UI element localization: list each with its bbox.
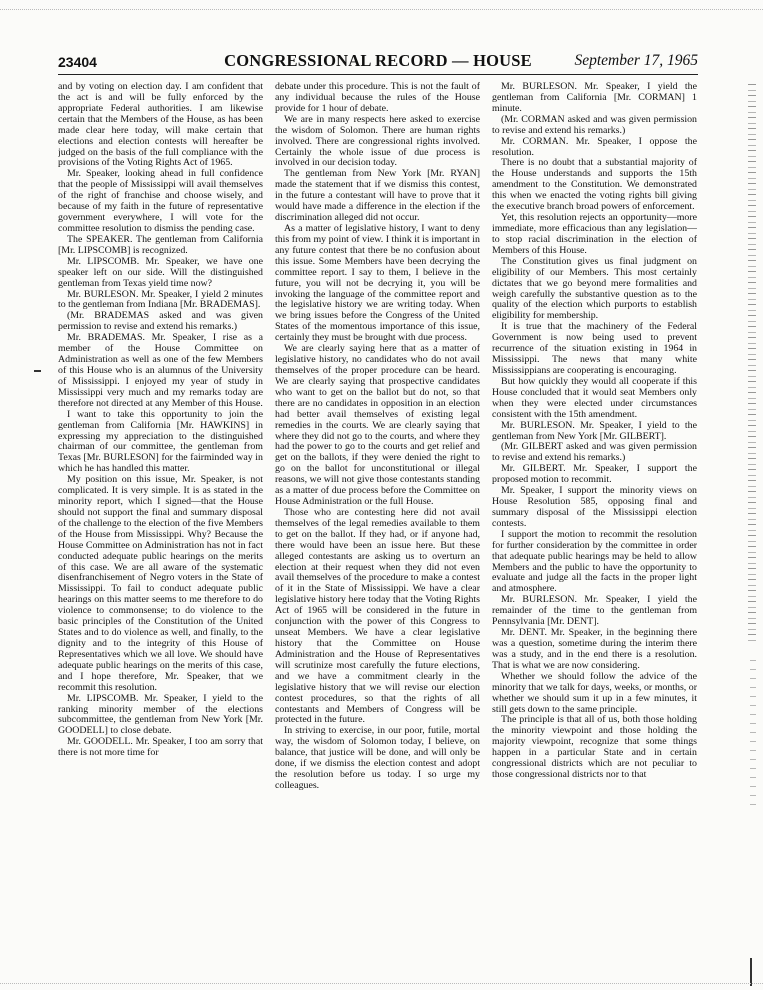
paragraph: It is true that the machinery of the Federal Government is now being used to prevent recurrence of the situation existing in 1964 in Mississippi. The news that many white Mississippians are cooperating is encouraging. <box>492 321 697 376</box>
text-column-middle <box>275 82 480 972</box>
page-number: 23404 <box>58 54 97 70</box>
text-column-right <box>492 82 697 972</box>
paragraph: The Constitution gives us final judgment on eligibility of our Members. This most certainly dictates that we go beyond mere formalities and weigh carefully the substantive question as to the quality of the election which purports to establish eligibility for membership. <box>492 255 697 322</box>
text-column-left <box>58 82 263 972</box>
scan-edge-marks <box>748 84 756 644</box>
scan-border-bottom <box>0 983 763 984</box>
paragraph: Mr. BURLESON. Mr. Speaker, I yield 2 minutes to the gentleman from Indiana [Mr. BRADEMAS]. <box>58 288 263 311</box>
paragraph: The gentleman from New York [Mr. RYAN] made the statement that if we dismiss this contest, in the future a contestant will have to prove that it would have made a difference in the election if the discrimination alleged did not occur. <box>275 168 480 224</box>
paragraph: Whether we should follow the advice of the minority that we talk for days, weeks, or months, or whether we should sum it up in a few minutes, it still gets down to the same principle. <box>492 670 697 715</box>
paragraph: We are in many respects here asked to exercise the wisdom of Solomon. There are human rights involved. There are congressional rights involved. Certainly the whole issue of due process is involved in our decision today. <box>275 113 480 169</box>
paragraph: Mr. BURLESON. Mr. Speaker, I yield the remainder of the time to the gentleman from Pennsylvania [Mr. DENT]. <box>492 594 697 628</box>
paragraph: Mr. BRADEMAS. Mr. Speaker, I rise as a member of the House Committee on Administration as well as one of the few Members of this House who is an alumnus of the University of Mississippi. I enjoyed my year of study in Mississippi very much and my remarks today are therefore not directed at any Member of this House. <box>58 332 263 409</box>
paragraph: and by voting on election day. I am confident that the act is and will be fully enforced by the appropriate Federal authorities. I am likewise certain that the Members of the House, as has been made clear here today, will make certain that elections and election contests will hereafter be judged on the basis of the full compliance with the provisions of the Voting Rights Act of 1965. <box>58 82 263 169</box>
paragraph: The principle is that all of us, both those holding the minority viewpoint and those holding the majority viewpoint, recognize that some things happen in a particular State and in certain congressional districts which are not peculiar to those congressional districts nor to that <box>492 714 697 781</box>
margin-mark <box>750 958 752 986</box>
paragraph: Mr. LIPSCOMB. Mr. Speaker, I yield to the ranking minority member of the elections subcommittee, the gentleman from New York [Mr. GOODELL] to close debate. <box>58 692 263 737</box>
paragraph: (Mr. GILBERT asked and was given permission to revise and extend his remarks.) <box>492 441 697 464</box>
paragraph: I want to take this opportunity to join the gentleman from California [Mr. HAWKINS] in expressing my appreciation to the distinguished chairman of our committee, the gentleman from Texas [Mr. BURLESON] for the fairminded way in which he has handled this matter. <box>58 408 263 475</box>
paragraph: Mr. GOODELL. Mr. Speaker, I too am sorry that there is not more time for <box>58 736 263 759</box>
paragraph: Mr. DENT. Mr. Speaker, in the beginning there was a question, sometime during the interim there was a study, and in the end there is a resolution. That is what we are now considering. <box>492 627 697 671</box>
paragraph: I support the motion to recommit the resolution for further consideration by the committee in order that adequate public hearings may be held to allow Members and the public to have the opportunity to evaluate and judge all the facts in the proper light and atmosphere. <box>492 528 697 595</box>
paragraph: But how quickly they would all cooperate if this House concluded that it would seat Members only when they were elected under circumstances consistent with the 15th amendment. <box>492 375 697 420</box>
paragraph: In striving to exercise, in our poor, futile, mortal way, the wisdom of Solomon today, I believe, on balance, that justice will be done, and will only be done, if we dismiss the election contest and adopt the resolution before us today. I so urge my colleagues. <box>275 725 480 791</box>
paragraph: Mr. BURLESON. Mr. Speaker, I yield the gentleman from California [Mr. CORMAN] 1 minute. <box>492 82 697 114</box>
paragraph: Yet, this resolution rejects an opportunity—more immediate, more efficacious than any legislation—to stop racial discrimination in the election of Members of this House. <box>492 212 697 256</box>
paragraph: My position on this issue, Mr. Speaker, is not complicated. It is very simple. It is as stated in the minority report, which I signed—that the House should not support the final and summary disposal of the challenge to the election of the five Members of the House from Mississippi. Why? Because the House Committee on Administration has not in fact conducted adequate public hearings on the merits of this case. We are all aware of the systematic disenfranchisement of Negro voters in the State of Mississippi. To fail to conduct adequate public hearings on this matter seems to me therefore to do violence to commonsense; to do violence to the basic principles of the Constitution of the United States and to do violence as well, and finally, to the dignity and to the integrity of this House of Representatives which we all love. We should have adequate public hearings on the merits of this case, and I hope therefore, Mr. Speaker, that we recommit this resolution. <box>58 474 263 693</box>
paragraph: The SPEAKER. The gentleman from California [Mr. LIPSCOMB] is recognized. <box>58 233 263 256</box>
paragraph: We are clearly saying here that as a matter of legislative history, no candidates who do not avail themselves of the proper procedure can be heard. We are clearly saying that prospective candidates who want to get on the ballot but do not, so that there are no candidates in opposition in an election had better avail themselves of existing legal remedies in the courts. We are clearly saying that where they did not go to the courts, and where they had the power to go to the courts and get relief and get on the ballots, if they were denied the right to go on the ballot for unconstitutional or illegal reasons, we will not give those contestants standing as a matter of due process before the Committee on House Administration or the full House. <box>275 343 480 508</box>
paragraph: Mr. GILBERT. Mr. Speaker, I support the proposed motion to recommit. <box>492 463 697 486</box>
paragraph: (Mr. BRADEMAS asked and was given permission to revise and extend his remarks.) <box>58 310 263 333</box>
journal-title: CONGRESSIONAL RECORD — HOUSE <box>224 51 532 70</box>
issue-date: September 17, 1965 <box>574 52 698 69</box>
paragraph: Mr. BURLESON. Mr. Speaker, I yield to the gentleman from New York [Mr. GILBERT]. <box>492 419 697 442</box>
paragraph: Mr. Speaker, looking ahead in full confidence that the people of Mississippi will avail themselves of the right of franchise and choose wisely, and because of my faith in the future of representative government everywhere, I will vote for the committee resolution to dismiss the pending case. <box>58 168 263 234</box>
page-header <box>58 50 698 75</box>
paragraph: (Mr. CORMAN asked and was given permission to revise and extend his remarks.) <box>492 113 697 136</box>
margin-mark <box>34 370 41 372</box>
paragraph: debate under this procedure. This is not the fault of any individual because the rules of the House provide for 1 hour of debate. <box>275 82 480 114</box>
paragraph: Mr. Speaker, I support the minority views on House Resolution 585, opposing final and summary disposal of the Mississippi election contests. <box>492 485 697 529</box>
paragraph: Those who are contesting here did not avail themselves of the legal remedies available to them to get on the ballot. If they had, or if anyone had, there would have been an issue here. But these alleged contestants are asking us to overturn an election at their request when they did not even avail themselves of the procedure to make a contest of it in the State of Mississippi. We have a clear legislative history here today that the Voting Rights Act of 1965 will be considered in the future in conjunction with the power of this Congress to unseat Members. We have a clear legislative history that the Committee on House Administration and the House of Representatives will scrutinize most carefully the future elections, and we have a commitment clearly in the legislative history that we will revise our election contest procedures, so that the rights of all contestants and Members of Congress will be protected in the future. <box>275 506 480 726</box>
paragraph: As a matter of legislative history, I want to deny this from my point of view. I think it is important in any future contest that there be no confusion about this issue. Some Members have been decrying the committee report. I say to them, I believe in the future, you will not be decrying it, you will be invoking the language of the committee report and the legislative history we are writing today. When we bring issues before the Congress of the United States of the momentous importance of this issue, certainly they must be brought with due process. <box>275 222 480 344</box>
paragraph: There is no doubt that a substantial majority of the House understands and supports the 15th amendment to the Constitution. We demonstrated this when we enacted the voting rights bill giving the executive branch broad powers of enforcement. <box>492 157 697 213</box>
scan-border-top <box>0 9 763 10</box>
scan-edge-marks <box>750 660 756 810</box>
paragraph: Mr. CORMAN. Mr. Speaker, I oppose the resolution. <box>492 135 697 158</box>
paragraph: Mr. LIPSCOMB. Mr. Speaker, we have one speaker left on our side. Will the distinguished gentleman from Texas yield time now? <box>58 255 263 289</box>
